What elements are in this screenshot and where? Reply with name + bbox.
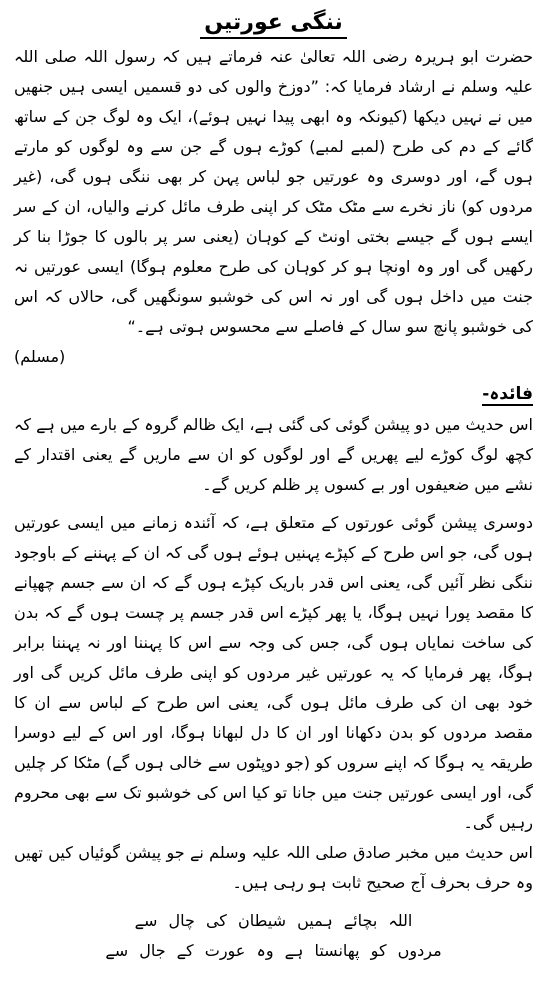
verse-line-1: اللہ بچائے ہمیں شیطان کی چال سے (134, 911, 413, 930)
page-title (14, 8, 533, 38)
page-title-text: ننگی عورتیں (200, 10, 346, 39)
faida-heading-text: فائدہ- (482, 384, 533, 404)
verse-line-2: مردوں کو پھانستا ہے وہ عورت کے جال سے (105, 941, 442, 960)
hadith-paragraph: حضرت ابو ہریرہ رضی اللہ تعالیٰ عنہ فرماتے ہیں کہ رسول اللہ صلی اللہ علیہ وسلم نے ارشاد فرمایا کہ: ”دوزخ والوں کی دو قسمیں ایسی ہیں جنھیں میں نے نہیں دیکھا (کیونکہ وہ ابھی پیدا نہیں ہوئے)، ایک وہ لوگ جن کے ساتھ گائے کے دم کی طرح (لمبے لمبے) کوڑے ہوں گے جن سے وہ لوگوں کو مارتے ہوں گے، اور دوسری وہ عورتیں جو لباس پہن کر بھی ننگی ہوں گی، (غیر مردوں کو) ناز نخرے سے مٹک مٹک کر اپنی طرف مائل کرنے والیاں، ان کے سر ایسے ہوں گے جیسے بختی اونٹ کے کوہان (یعنی سر پر بالوں کا جوڑا بنا کر رکھیں گی اور وہ اونچا ہو کر کوہان کی طرح معلوم ہوگا) ایسی عورتیں نہ جنت میں داخل ہوں گی اور نہ اس کی خوشبو سونگھیں گی، حالاں کہ اس کی خوشبو پانچ سو سال کے فاصلے سے محسوس ہوتی ہے۔“ (14, 47, 533, 336)
faida-paragraph-2: دوسری پیشن گوئی عورتوں کے متعلق ہے، کہ آئندہ زمانے میں ایسی عورتیں ہوں گی، جو اس طرح کے کپڑے پہنیں ہوئے ہوں گی کہ ان کے پہننے کے باوجود ننگی نظر آئیں گی، یعنی اس قدر باریک کپڑے ہوں گے کہ ان سے جسم چھپانے کا مقصد پورا نہیں ہوگا، یا پھر کپڑے اس قدر جسم پر چست ہوں گے کہ بدن کی ساخت نمایاں ہوں گی، جس کی وجہ سے اس کا پہننا اور نہ پہننا برابر ہوگا، پھر فرمایا کہ یہ عورتیں غیر مردوں کو اپنی طرف مائل کریں گی اور خود بھی ان کی طرف مائل ہوں گی، یعنی اس طرح کے لباس سے ان کا مقصد مردوں کو بدن دکھانا اور ان کا دل لبھانا ہوگا، اور اس کے لیے دوسرا طریقہ یہ ہوگا کہ اپنے سروں کو (جو دوپٹوں سے خالی ہوں گے) مٹکا کر چلیں گی، اور ایسی عورتیں جنت میں جانا تو کیا اس کی خوشبو تک سے بھی محروم رہیں گی۔ (14, 513, 533, 832)
faida-paragraph-3: اس حدیث میں مخبر صادق صلی اللہ علیہ وسلم نے جو پیشن گوئیاں کیں تھیں وہ حرف بحرف آج صحیح ثابت ہو رہی ہیں۔ (14, 843, 533, 892)
faida-paragraph-1: اس حدیث میں دو پیشن گوئی کی گئی ہے، ایک ظالم گروہ کے بارے میں ہے کہ کچھ لوگ کوڑے لیے پھریں گے اور لوگوں کو ان سے ماریں گے یعنی اقتدار کے نشے میں ضعیفوں اور بے کسوں پر ظلم کریں گے۔ (14, 415, 533, 494)
hadith-source: (مسلم) (14, 347, 66, 366)
faida-heading (14, 380, 533, 408)
